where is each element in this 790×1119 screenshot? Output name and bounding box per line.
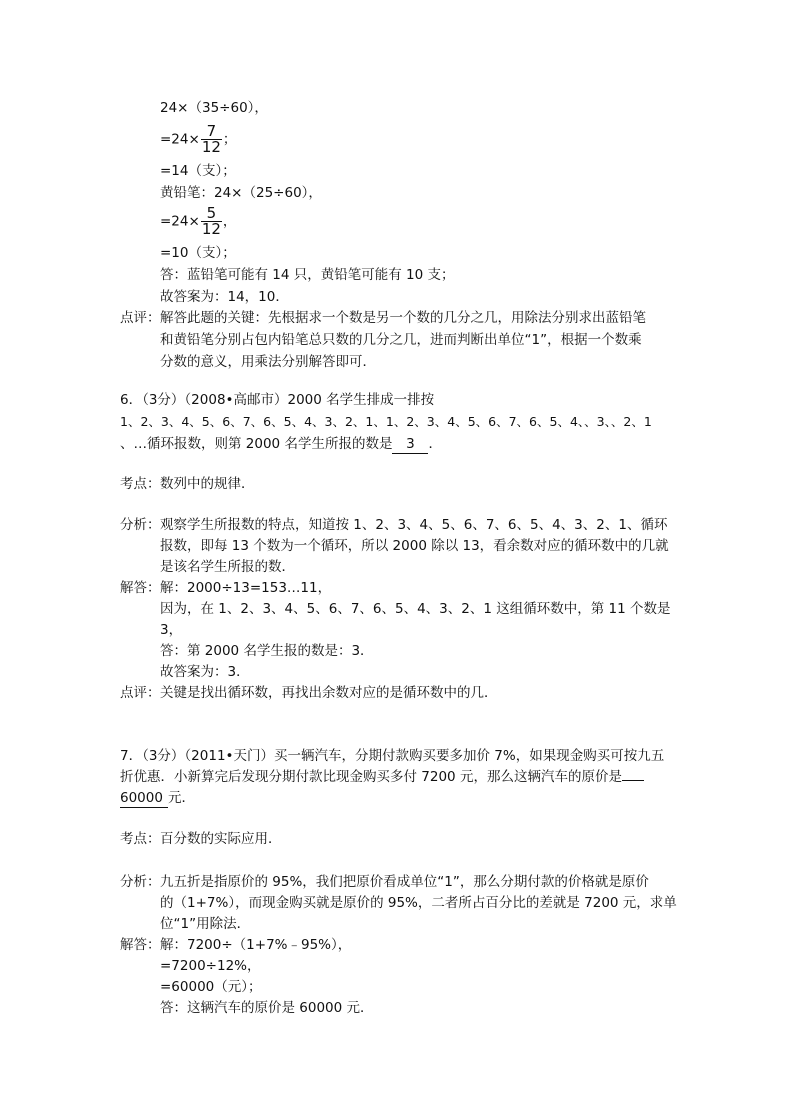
jieda-label: 解答： [120,580,161,596]
fenxi-label: 分析： [120,874,161,890]
jieda-text: 因为，在 1、2、3、4、5、6、7、6、5、4、3、2、1 这组循环数中，第 11 个数是 [160,601,671,617]
kaodian-text: 数列中的规律． [160,476,255,492]
question-7-line3 [120,789,195,808]
answer-line: 答：蓝铅笔可能有 14 只，黄铅笔可能有 10 支； [160,267,455,283]
kaodian-label: 考点： [120,476,161,492]
jieda-text: 故答案为：3． [160,664,250,680]
jieda-text: 答：第 2000 名学生报的数是：3． [160,643,374,659]
fenxi-text: 九五折是指原价的 95%，我们把原价看成单位“1”，那么分期付款的价格就是原价 [160,874,649,890]
jieda-text: 解：7200÷（1+7%﹣95%）， [160,937,352,953]
calc-prefix: =24× [160,213,200,230]
dianping-label: 点评： [120,685,161,701]
comment-text: 解答此题的关键：先根据求一个数是另一个数的几分之几，用除法分别求出蓝铅笔 [160,310,646,326]
calc-line-fraction [160,124,236,155]
fenxi-text: 报数，即每 13 个数为一个循环，所以 2000 除以 13，看余数对应的循环数中的几就 [160,538,669,554]
answer-blank: 3 [392,435,428,454]
calc-line: 24×（35÷60）， [160,100,268,116]
fraction-denominator: 12 [201,138,221,156]
question-6-head: 6．（3分）（2008•高邮市）2000 名学生排成一排按 [120,392,435,408]
fraction-numerator: 7 [201,124,222,140]
fraction-numerator: 5 [201,206,222,222]
fenxi-text: 是该名学生所报的数． [160,559,295,575]
jieda-text: 3， [160,622,183,638]
question-text: 折优惠．小新算完后发现分期付款比现金购买多付 7200 元，那么这辆汽车的原价是 [120,769,622,785]
calc-line-fraction [160,206,236,237]
question-7-line2 [120,768,644,786]
jieda-text: 答：这辆汽车的原价是 60000 元． [160,1000,374,1016]
question-text: 元． [168,790,195,806]
calc-prefix: =24× [160,131,200,148]
question-6-sequence: 1、2、3、4、5、6、7、6、5、4、3、2、1、1、2、3、4、5、6、7、6、5、4、、3、、2、1 [120,414,652,429]
question-text: 、…循环报数，则第 2000 名学生所报的数是 [120,436,393,452]
fraction [201,206,222,237]
fenxi-text: 的（1+7%），而现金购买就是原价的 95%，二者所占百分比的差就是 7200 元，求单 [160,895,677,911]
fraction [201,124,222,155]
jieda-text: =7200÷12%， [160,958,261,974]
calc-line: =10（支）； [160,245,236,261]
calc-line: 黄铅笔：24×（25÷60）， [160,185,322,201]
kaodian-text: 百分数的实际应用． [160,831,282,847]
jieda-text: =60000（元）； [160,979,262,995]
answer-blank-start [622,780,644,781]
answer-blank: 60000 [120,789,168,808]
question-6-line3 [120,435,442,454]
fenxi-text: 观察学生所报数的特点，知道按 1、2、3、4、5、6、7、6、5、4、3、2、1、循环 [160,517,668,533]
question-text: ． [428,436,442,452]
fenxi-label: 分析： [120,517,161,533]
calc-suffix: ； [222,131,237,148]
answer-line: 故答案为：14，10． [160,289,289,305]
kaodian-label: 考点： [120,831,161,847]
question-7-head: 7．（3分）（2011•天门）买一辆汽车，分期付款购买要多加价 7%，如果现金购买可按九五 [120,748,665,764]
fenxi-text: 位“1”用除法． [160,916,251,932]
dianping-text: 关键是找出循环数，再找出余数对应的是循环数中的几． [160,685,498,701]
jieda-label: 解答： [120,937,161,953]
comment-text: 分数的意义，用乘法分别解答即可． [160,354,376,370]
comment-label: 点评： [120,310,161,326]
calc-line: =14（支）； [160,163,236,179]
calc-suffix: ， [222,213,237,230]
jieda-text: 解：2000÷13=153…11， [160,580,332,596]
fraction-denominator: 12 [201,220,221,238]
comment-text: 和黄铅笔分别占包内铅笔总只数的几分之几，进而判断出单位“1”，根据一个数乘 [160,332,642,348]
